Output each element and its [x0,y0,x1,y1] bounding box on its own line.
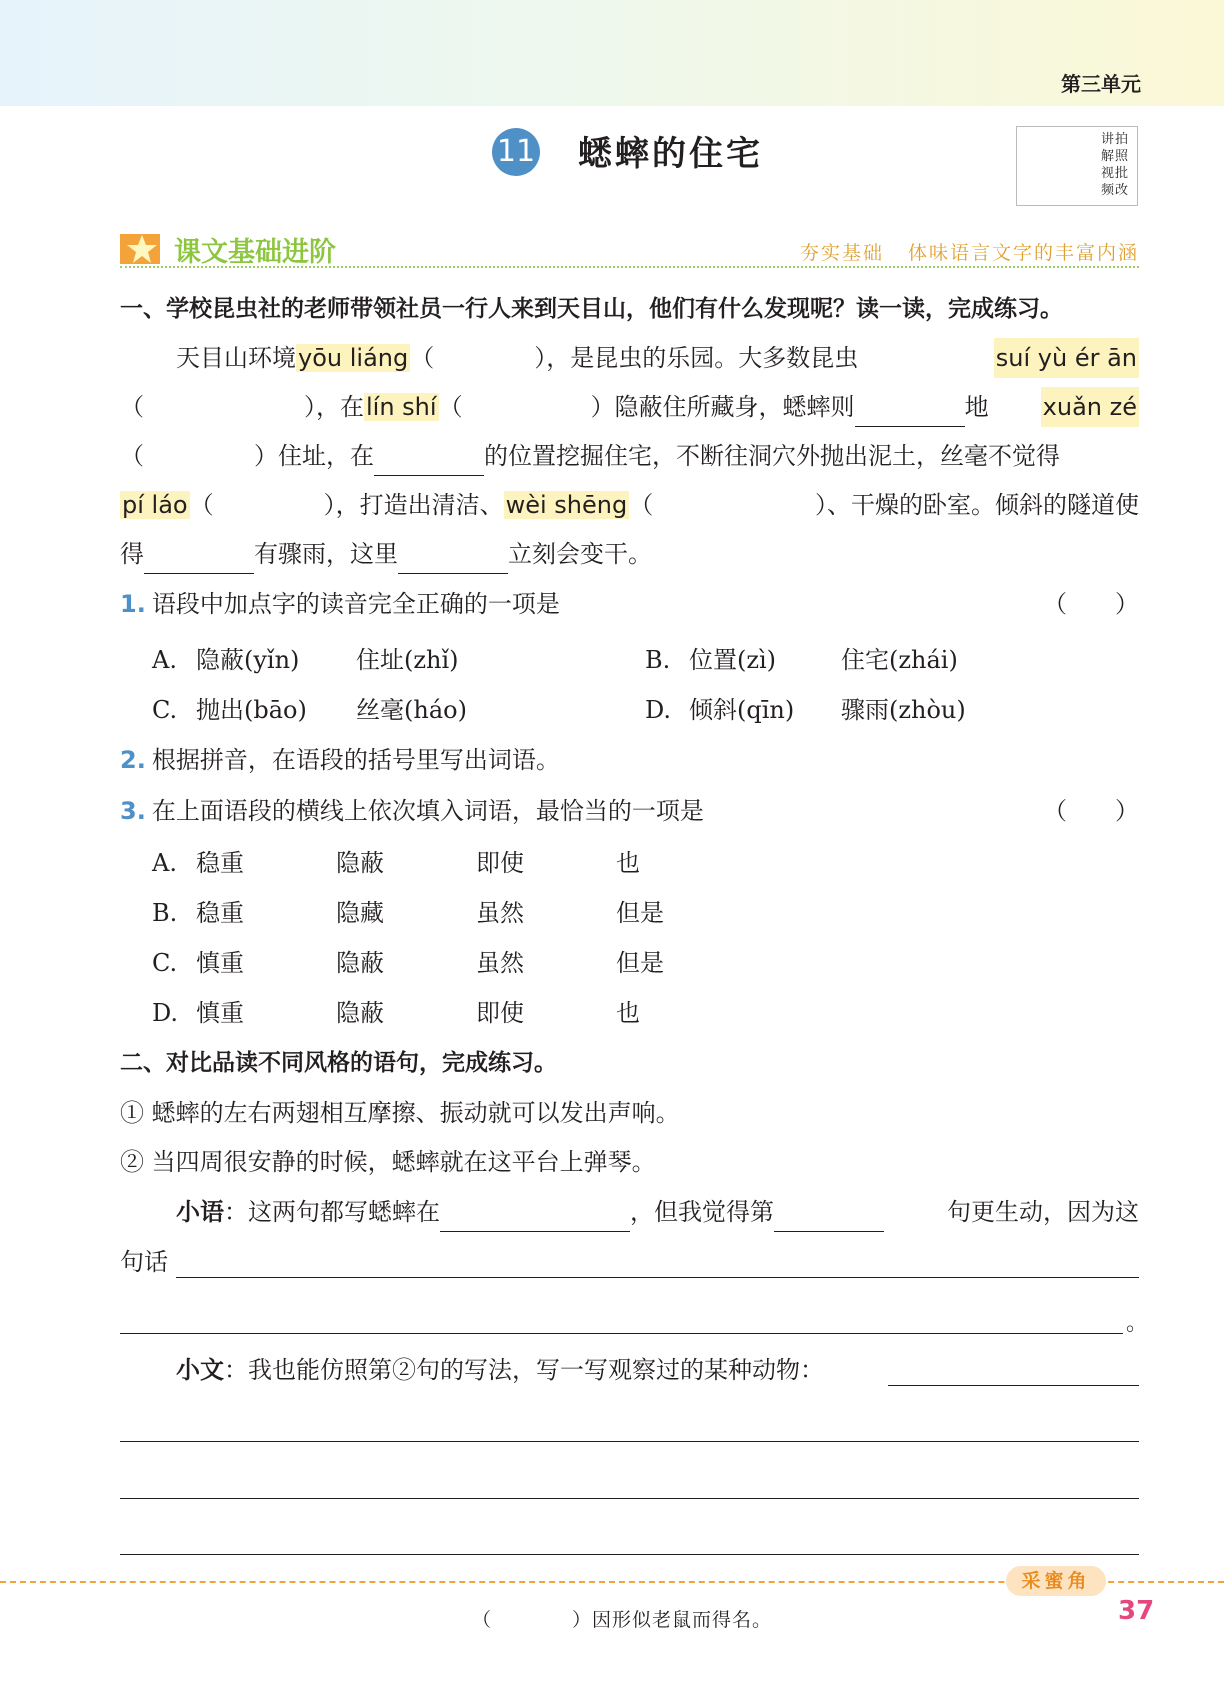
header-band [0,0,1224,106]
q1-option-c[interactable]: C. 抛出(bāo) 丝毫(háo) [152,696,467,724]
answer-line[interactable] [176,1277,1139,1278]
answer-paren[interactable]: （ ） [1043,797,1139,825]
answer-blank[interactable] [855,398,965,427]
period-mark: 。 [1126,1311,1149,1336]
q1-option-a[interactable]: A. 隐蔽(yǐn) 住址(zhǐ) [152,646,459,674]
passage-text: ），是昆虫的乐园。大多数昆虫 [534,344,859,372]
question-1: 1. 语段中加点字的读音完全正确的一项是 （ ） [120,584,1139,624]
section-title: 课文基础进阶 [174,237,336,268]
pinyin-suiyuerean: suí yù ér ān [994,338,1139,378]
footer-riddle: （ ）因形似老鼠而得名。 [472,1609,773,1631]
page-number: 37 [1118,1596,1155,1626]
pinyin-linshi: lín shí [366,393,437,421]
sentence-2: ② 当四周很安静的时候，蟋蟀就在这平台上弹琴。 [120,1148,656,1176]
part1-heading: 一、学校昆虫社的老师带领社员一行人来到天目山，他们有什么发现呢？读一读，完成练习。 [120,296,1063,322]
section-slogan: 夯实基础 体味语言文字的丰富内涵 [799,242,1139,264]
passage-line-4: pí láo（ ），打造出清洁、wèi shēng（ ）、干燥的卧室。倾斜的隧道使 [122,491,1139,519]
pinyin-youliang: yōu liáng [298,344,409,372]
pinyin-pilao: pí láo [122,491,188,519]
passage-line-5: 得 有骤雨，这里 立刻会变干。 [120,534,1139,574]
question-3: 3. 在上面语段的横线上依次填入词语，最恰当的一项是 （ ） [120,791,1139,831]
question-2: 2. 根据拼音，在语段的括号里写出词语。 [120,746,560,774]
q3-option-a[interactable]: A. 稳重 隐蔽 即使 也 [152,849,640,877]
qr-caption: 讲拍 解照 视批 频改 [1100,132,1129,198]
q1-option-d[interactable]: D. 倾斜(qīn) 骤雨(zhòu) [645,696,966,724]
caimi-badge: 采蜜角 [1006,1566,1106,1596]
answer-blank[interactable] [774,1203,884,1232]
sentence-1: ① 蟋蟀的左右两翅相互摩擦、振动就可以发出声响。 [120,1099,680,1127]
answer-blank[interactable] [144,545,254,574]
pinyin-weisheng: wèi shēng [505,491,628,519]
part2-heading: 二、对比品读不同风格的语句，完成练习。 [120,1050,557,1076]
lesson-title: 蟋蟀的住宅 [578,134,763,174]
answer-blank[interactable] [398,545,508,574]
passage-line-3: （ ）住址，在 的位置挖掘住宅，不断往洞穴外抛出泥土，丝毫不觉得 [120,436,1139,476]
q1-option-b[interactable]: B. 位置(zì) 住宅(zhái) [645,646,958,674]
unit-label: 第三单元 [1061,72,1141,96]
passage-line-2: （ ），在lín shí（ ）隐蔽住所藏身，蟋蟀则 地 xuǎn zé [120,387,1139,427]
answer-line[interactable] [120,1333,1123,1334]
answer-line[interactable] [120,1554,1139,1555]
answer-line[interactable] [888,1385,1139,1386]
answer-line[interactable] [120,1441,1139,1442]
answer-blank[interactable] [440,1203,630,1232]
lesson-number-badge: 11 [492,128,540,176]
passage-text: 天目山环境 [176,344,296,372]
q3-option-b[interactable]: B. 稳重 隐藏 虽然 但是 [152,899,664,927]
xiaowen-prompt: 小文：我也能仿照第②句的写法，写一写观察过的某种动物： [176,1356,824,1384]
answer-blank[interactable] [374,447,484,476]
qr-code-box[interactable] [1016,126,1138,206]
q3-option-d[interactable]: D. 慎重 隐蔽 即使 也 [152,999,640,1027]
pinyin-xuanze: xuǎn zé [1041,387,1139,427]
xiaoyu-continued: 句话 [120,1248,168,1276]
passage-line-1: 天目山环境yōu liáng（ ），是昆虫的乐园。大多数昆虫 suí yù ér ān [120,338,1139,378]
answer-line[interactable] [120,1498,1139,1499]
section-divider [120,266,1139,268]
q3-option-c[interactable]: C. 慎重 隐蔽 虽然 但是 [152,949,664,977]
star-icon [120,232,164,266]
xiaoyu-prompt: 小语：这两句都写蟋蟀在 ，但我觉得第 句更生动，因为这 [120,1192,1139,1232]
answer-paren[interactable]: （ ） [1043,590,1139,618]
